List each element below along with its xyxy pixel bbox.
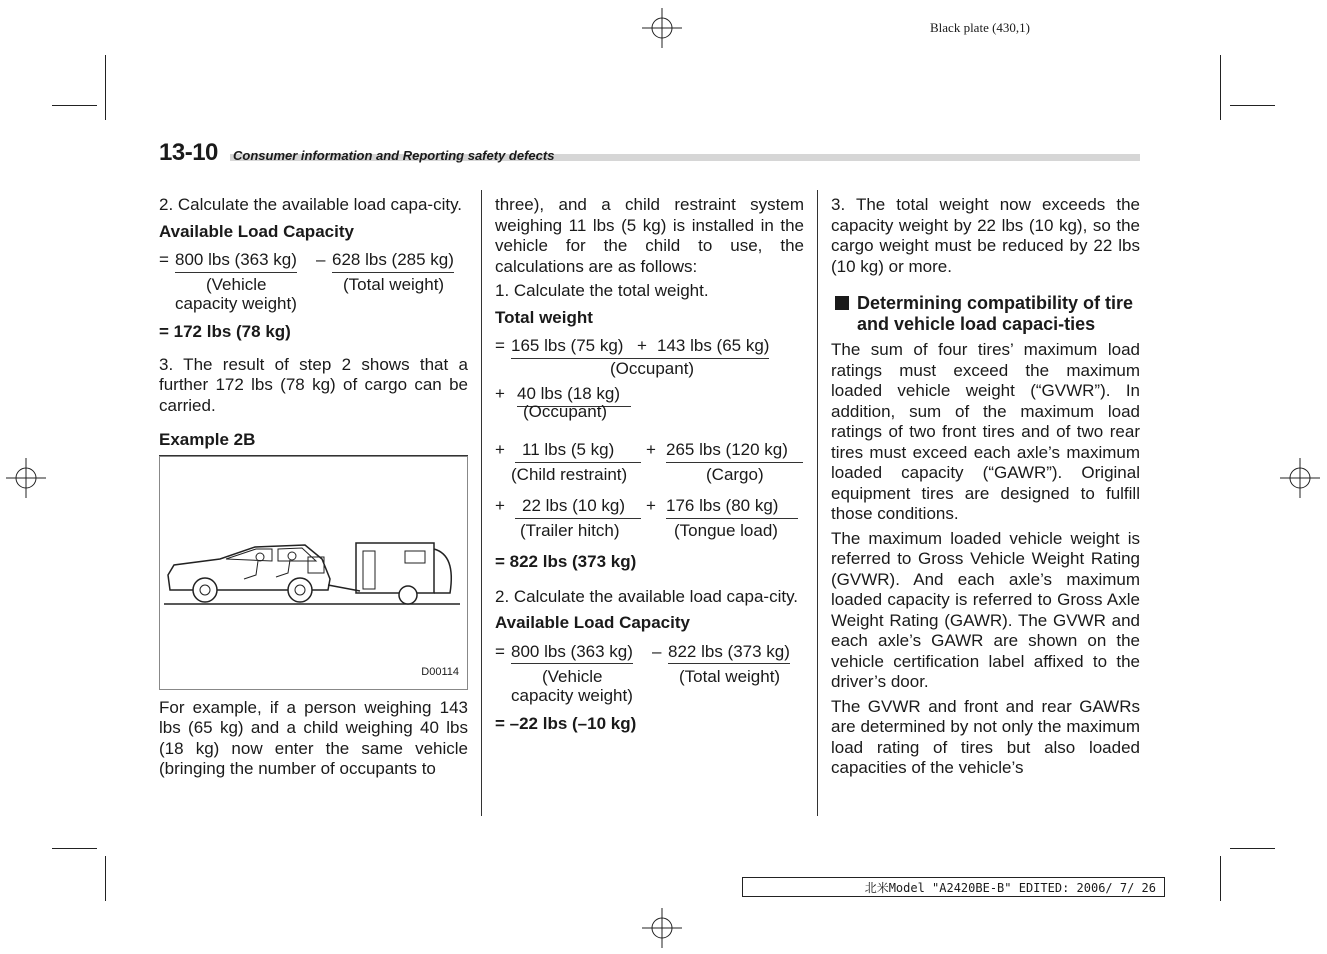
calc-value: 143 lbs (65 kg) bbox=[657, 336, 770, 355]
calc-equation bbox=[495, 642, 804, 708]
alc-heading: Available Load Capacity bbox=[495, 613, 690, 632]
paragraph: For example, if a person weighing 143 lbs (65 kg) and a child weighing 40 lbs (18 kg) now enter the same vehicle (bringing the number of occupants to bbox=[159, 697, 468, 778]
eq-sign: = bbox=[495, 336, 505, 355]
crop-mark bbox=[1230, 848, 1275, 849]
calc-label: (Total weight) bbox=[679, 666, 781, 686]
calc-row bbox=[495, 384, 804, 440]
calc-equation bbox=[159, 250, 468, 316]
eq-sign: = bbox=[495, 641, 505, 661]
calc-value: 800 lbs (363 kg) bbox=[175, 250, 297, 273]
example-heading: Example 2B bbox=[159, 430, 256, 449]
calc-label: (Occupant) bbox=[523, 402, 608, 421]
column-divider bbox=[481, 190, 482, 816]
registration-mark-icon bbox=[642, 8, 682, 48]
calc-value: 22 lbs (10 kg) bbox=[515, 496, 641, 519]
step-text: 2. Calculate the available load capa-city. bbox=[495, 586, 799, 606]
calc-value: 822 lbs (373 kg) bbox=[668, 642, 790, 665]
calc-value: 176 lbs (80 kg) bbox=[666, 496, 798, 519]
plate-label: Black plate (430,1) bbox=[930, 20, 1030, 35]
calc-label: (Occupant) bbox=[610, 359, 695, 378]
calc-value: 40 lbs (18 kg) bbox=[517, 384, 631, 407]
column-3 bbox=[831, 195, 1140, 783]
calc-label: (Child restraint) bbox=[511, 465, 628, 484]
section-heading bbox=[831, 293, 1140, 334]
tw-heading: Total weight bbox=[495, 307, 593, 327]
calc-label: (Vehicle bbox=[542, 666, 603, 686]
calc-value: 165 lbs (75 kg) bbox=[511, 336, 624, 355]
crop-mark bbox=[52, 848, 97, 849]
calc-row bbox=[495, 440, 804, 496]
minus-sign: – bbox=[652, 641, 662, 661]
plus-sign: + bbox=[646, 496, 656, 515]
calc-value: 800 lbs (363 kg) bbox=[511, 642, 633, 665]
figure-code: D00114 bbox=[421, 666, 459, 678]
step-text: 3. The total weight now exceeds the capacity weight by 22 lbs (10 kg), so the cargo weight must be reduced by 22 lbs (10 kg) or more. bbox=[831, 195, 1140, 276]
calc-label: (Total weight) bbox=[343, 275, 445, 294]
calc-label: (Tongue load) bbox=[674, 521, 778, 540]
step-text: 2. Calculate the available load capa-city. bbox=[159, 195, 463, 214]
crop-mark bbox=[1220, 856, 1221, 901]
page-number: 13-10 bbox=[159, 139, 218, 166]
registration-mark-icon bbox=[642, 908, 682, 948]
registration-mark-icon bbox=[6, 458, 46, 498]
calc-result: = 172 lbs (78 kg) bbox=[159, 322, 291, 341]
calc-label: (Trailer hitch) bbox=[520, 521, 620, 540]
paragraph: The maximum loaded vehicle weight is referred to Gross Vehicle Weight Rating (GVWR). And each axle’s maximum loaded capacity is referred to Gross Axle Weight Rating (GAWR). The GVWR and each axle’s GAWR are shown on the vehicle certification label affixed to the driver’s door. bbox=[831, 528, 1140, 691]
crop-mark bbox=[105, 55, 106, 120]
plus-sign: + bbox=[646, 440, 656, 459]
calc-label: capacity weight) bbox=[175, 294, 297, 313]
crop-mark bbox=[1220, 55, 1221, 120]
calc-result: = –22 lbs (–10 kg) bbox=[495, 713, 637, 733]
plus-sign: + bbox=[495, 496, 505, 515]
black-square-icon bbox=[835, 296, 849, 310]
calc-value: 265 lbs (120 kg) bbox=[666, 440, 803, 463]
paragraph: three), and a child restraint system weighing 11 lbs (5 kg) is installed in the vehicle for the child to use, the calculations are as follows: bbox=[495, 195, 804, 276]
column-divider bbox=[817, 190, 818, 816]
eq-sign: = bbox=[159, 250, 169, 269]
car-with-trailer-illustration bbox=[160, 457, 467, 689]
minus-sign: – bbox=[316, 250, 326, 269]
calc-row bbox=[495, 496, 804, 552]
vehicle-trailer-figure bbox=[159, 456, 468, 690]
plus-sign: + bbox=[495, 384, 505, 403]
crop-mark bbox=[105, 856, 106, 901]
crop-mark bbox=[52, 105, 97, 106]
step-text: 1. Calculate the total weight. bbox=[495, 281, 709, 300]
calc-label: capacity weight) bbox=[511, 685, 633, 705]
calc-value: 11 lbs (5 kg) bbox=[515, 440, 641, 463]
registration-mark-icon bbox=[1280, 458, 1320, 498]
paragraph: The sum of four tires’ maximum load ratings must exceed the maximum loaded vehicle weight (“GVWR”). In addition, sum of the maximum load ratings of two front tires and of two rear tires must exceed each axle’s maximum loaded capacity (“GAWR”). Original equipment tires are designed to fulfill those conditions. bbox=[831, 340, 1140, 523]
plus-sign: + bbox=[637, 336, 647, 355]
calc-label: (Vehicle bbox=[206, 275, 267, 294]
plus-sign: + bbox=[495, 440, 505, 459]
calc-value: 628 lbs (285 kg) bbox=[332, 250, 454, 273]
step-text: 3. The result of step 2 shows that a further 172 lbs (78 kg) of cargo can be carried. bbox=[159, 354, 468, 415]
column-1 bbox=[159, 195, 468, 784]
section-title: Consumer information and Reporting safety defects bbox=[233, 148, 555, 163]
calc-row bbox=[495, 336, 804, 384]
footer-edit-info: 北米Model "A2420BE-B" EDITED: 2006/ 7/ 26 bbox=[742, 877, 1165, 897]
paragraph: The GVWR and front and rear GAWRs are determined by not only the maximum load rating of tires but also loaded capacities of the vehicle’s bbox=[831, 696, 1140, 777]
alc-heading: Available Load Capacity bbox=[159, 221, 354, 241]
column-2 bbox=[495, 195, 804, 738]
section-heading-text: Determining compatibility of tire and vehicle load capaci-ties bbox=[857, 293, 1134, 334]
calc-total: = 822 lbs (373 kg) bbox=[495, 552, 637, 571]
calc-label: (Cargo) bbox=[706, 465, 764, 484]
crop-mark bbox=[1230, 105, 1275, 106]
